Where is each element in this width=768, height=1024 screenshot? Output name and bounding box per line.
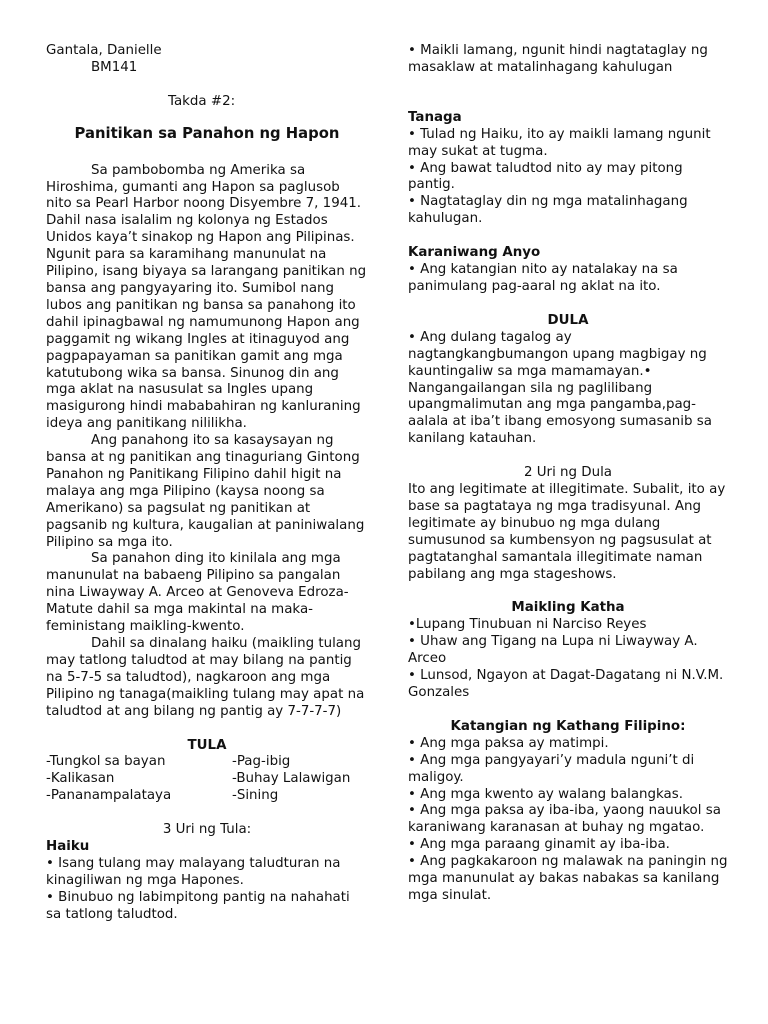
katangian-item: • Ang mga paksa ay matimpi. — [408, 735, 609, 751]
dula-types-text: Ito ang legitimate at illegitimate. Subalit, ito ay base sa pagtataya ng mga tradisyunal. Ang legitimate ay binubuo ng mga dulang sumusunod sa kumbensyon ng pagsusulat at pagtatanghal samantala illegitimate naman pabilang ang mga stageshows. — [408, 482, 726, 582]
tula-topics — [46, 754, 368, 805]
tula-topic: -Sining — [232, 788, 279, 804]
women-writers-paragraph: Sa panahon ding ito kinilala ang mga manunulat na babaeng Pilipino sa pangalan nina Liwayway A. Arceo at Genoveva Edroza-Matute dahil sa mga makintal na maka-feministang maikling-kwento. — [46, 551, 349, 635]
dula-types-heading: 2 Uri ng Dula — [523, 465, 613, 481]
intro-paragraph: Sa pambobomba ng Amerika sa Hiroshima, gumanti ang Hapon sa paglusob nito sa Pearl Harbor noong Disyembre 7, 1941. Dahil nasa isalalim ng kolonya ng Estados Unidos kaya’t sinakop ng Hapon ang Pilipinas. Ngunit para sa karamihang manunulat na Pilipino, isang biyaya sa larangang panitikan ng bansa ang pangyayaring ito. Sumibol nang lubos ang panitikan ng bansa sa panahong ito dahil ipinagbawal ng namumunong Hapon ang paggamit ng wikang Ingles at itinaguyod ang pagpapayaman sa panitikan gamit ang mga katutubong wika sa bansa. Sinunog din ang mga aklat na nasusulat sa Ingles upang masigurong hindi mababahiran ng kanluraning ideya ang panitikang nililikha. — [46, 162, 367, 432]
dula-text: • Ang dulang tagalog ay nagtangkangbumangon upang magbigay ng kauntingaliw sa mga mamamayan.• Nangangailangan sila ng paglilibang upangmalimutan ang mga pangamba,pag-aalala at iba’t ibang emosyong sumasanib sa kanilang katauhan. — [408, 329, 712, 447]
karaniwang-heading: Karaniwang Anyo — [408, 245, 541, 261]
maikling-katha-heading: Maikling Katha — [511, 600, 625, 616]
tula-heading: TULA — [187, 737, 227, 753]
tanaga-bullet: • Ang bawat taludtod nito ay may pitong pantig. — [408, 160, 683, 193]
left-column — [46, 43, 368, 924]
haiku-bullet: • Isang tulang may malayang taludturan na kinagiliwan ng mga Hapones. — [46, 855, 341, 888]
maikling-katha-item: • Lunsod, Ngayon at Dagat-Dagatang ni N.V.M. Gonzales — [408, 668, 724, 700]
golden-age-paragraph: Ang panahong ito sa kasaysayan ng bansa at ng panitikan ang tinaguriang Gintong Panahon ng Panitikang Filipino dahil higit na malaya ang mga Pilipino (kaysa noong sa Amerikano) sa pagsulat ng panitikan at pagsanib ng kultura, kaugalian at paniniwalang Pilipino sa mga ito. — [46, 433, 365, 550]
tula-types-heading: 3 Uri ng Tula: — [162, 822, 252, 838]
haiku-bullet: • Maikli lamang, ngunit hindi nagtataglay ng masaklaw at matalinhagang kahulugan — [408, 43, 708, 75]
class-section: BM141 — [91, 59, 138, 75]
right-column — [408, 43, 728, 905]
haiku-tanaga-paragraph: Dahil sa dinalang haiku (maikling tulang may tatlong taludtod at may bilang na pantig na 5-7-5 sa taludtod), nagkaroon ang mga Pilipino ng tanaga(maikling tulang may apat na taludtod at ang bilang ng pantig ay 7-7-7-7) — [46, 636, 365, 719]
tanaga-bullet: • Tulad ng Haiku, ito ay maikli lamang ngunit may sukat at tugma. — [408, 126, 711, 159]
tula-topic: -Buhay Lalawigan — [232, 771, 351, 787]
tula-topic: -Pag-ibig — [232, 754, 291, 770]
tanaga-bullet: • Nagtataglay din ng mga matalinhagang kahulugan. — [408, 194, 688, 227]
maikling-katha-item: • Uhaw ang Tigang na Lupa ni Liwayway A. Arceo — [408, 634, 698, 667]
katangian-item: • Ang mga kwento ay walang balangkas. — [408, 786, 683, 802]
katangian-item: • Ang pagkakaroon ng malawak na paningin ng mga manunulat ay bakas nabakas sa kanilang mga sinulat. — [408, 854, 728, 903]
tula-topic: -Kalikasan — [46, 771, 115, 787]
tanaga-heading: Tanaga — [408, 109, 462, 125]
haiku-bullet: • Binubuo ng labimpitong pantig na nahahati sa tatlong taludtod. — [46, 889, 350, 922]
katangian-item: • Ang mga paksa ay iba-iba, yaong nauukol sa karaniwang karanasan at buhay ng mgatao. — [408, 803, 721, 836]
maikling-katha-item: •Lupang Tinubuan ni Narciso Reyes — [408, 617, 647, 633]
karaniwang-bullet: • Ang katangian nito ay natalakay na sa panimulang pag-aaral ng aklat na ito. — [408, 262, 678, 294]
page-title: Panitikan sa Panahon ng Hapon — [74, 124, 340, 142]
author-name: Gantala, Danielle — [46, 43, 162, 58]
dula-heading: DULA — [547, 312, 589, 328]
katangian-item: • Ang mga paraang ginamit ay iba-iba. — [408, 837, 670, 853]
tula-topic: -Pananampalataya — [46, 788, 172, 804]
assignment-label: Takda #2: — [168, 93, 236, 109]
katangian-item: • Ang mga pangyayari’y madula nguni’t di maligoy. — [408, 752, 695, 785]
haiku-heading: Haiku — [46, 839, 90, 855]
tula-topic: -Tungkol sa bayan — [46, 754, 166, 770]
katangian-heading: Katangian ng Kathang Filipino: — [450, 718, 686, 734]
